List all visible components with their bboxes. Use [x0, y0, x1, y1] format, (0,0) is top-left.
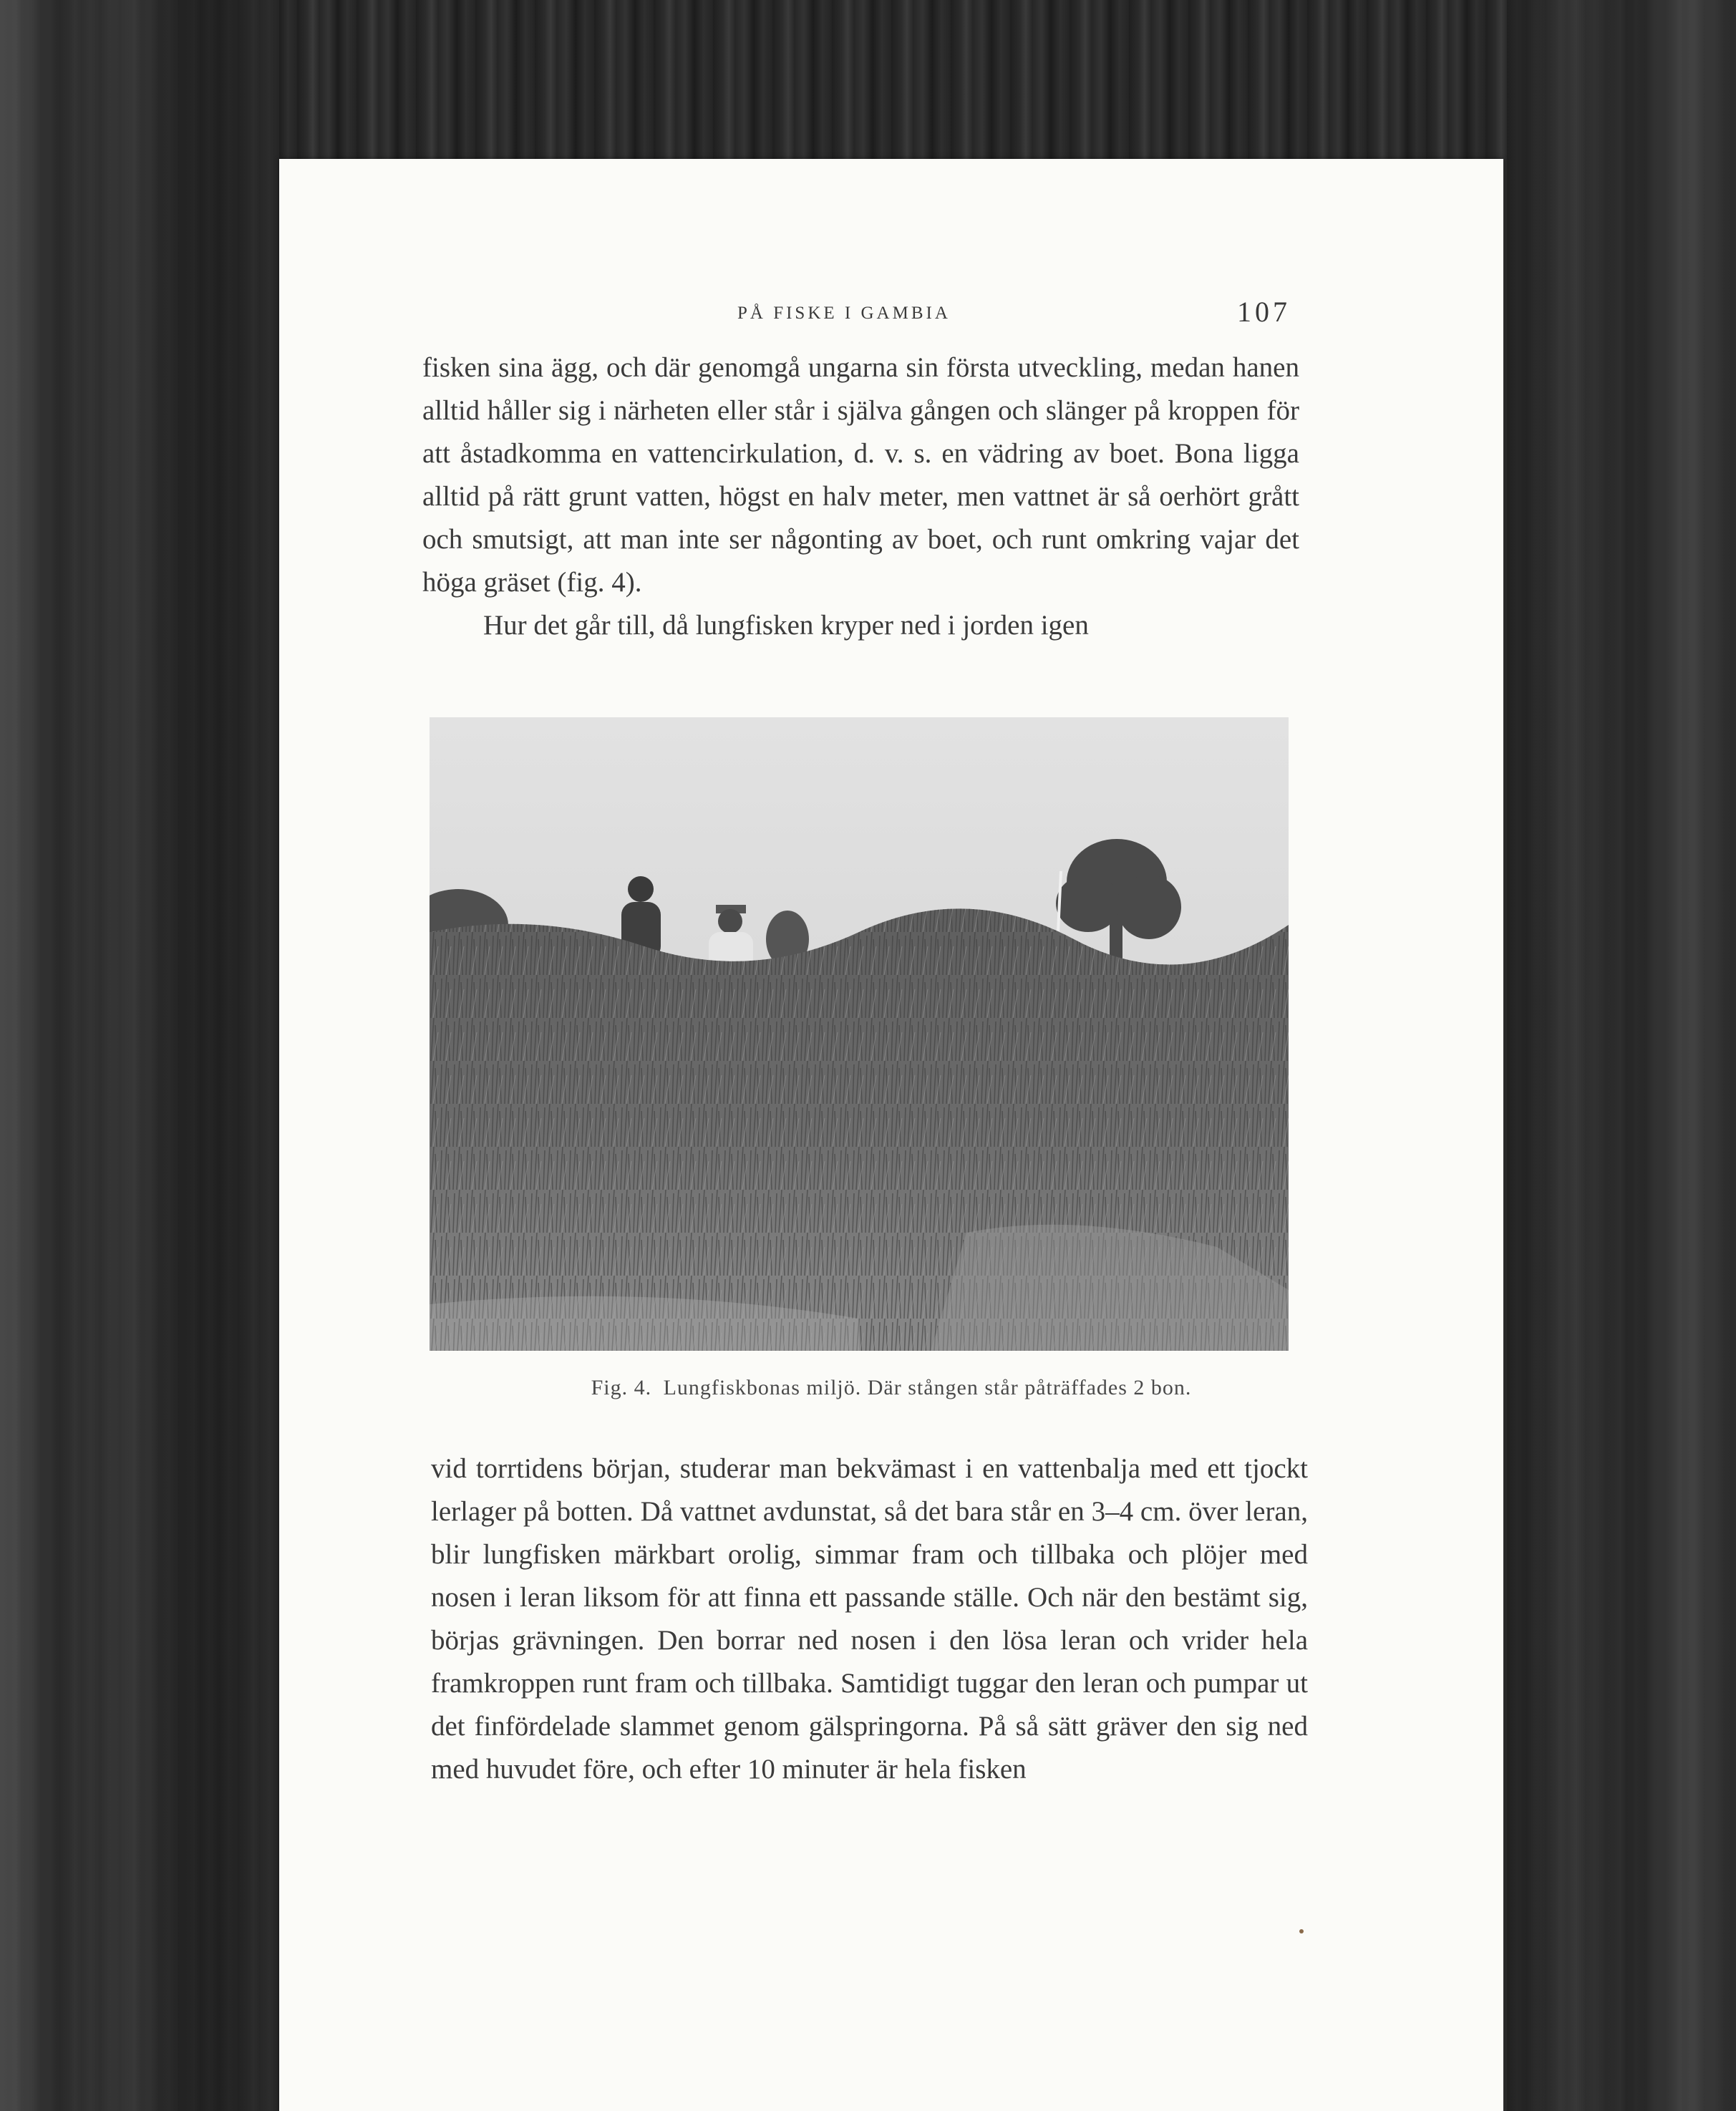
grass-photo: [430, 717, 1289, 1351]
paragraph: fisken sina ägg, och där genomgå ungarna sin första utveckling, medan hanen alltid håller sig i närheten eller står i själva gången och slänger på kroppen för att åstadkomma en vattencirkulation, d. v. s. en vädring av boet. Bona ligga alltid på rätt grunt vatten, högst en halv meter, men vattnet är så oerhört grått och smutsigt, att man inte ser någonting av boet, och runt omkring vajar det höga gräset (fig. 4).: [422, 352, 1299, 598]
figure-photo: [430, 717, 1289, 1351]
speck: [1299, 1929, 1304, 1933]
caption-label: Fig. 4.: [591, 1376, 652, 1399]
scanner-edge-left: [0, 0, 279, 2111]
caption-text: Lungfiskbonas miljö. Där stången står påträffades 2 bon.: [663, 1376, 1192, 1399]
figure-caption: [279, 1376, 1503, 1400]
scanner-edge-right: [1507, 0, 1736, 2111]
body-text-top: [422, 346, 1299, 647]
paragraph: Hur det går till, då lungfisken kryper ned i jorden igen: [483, 610, 1089, 641]
page-number: 107: [1237, 296, 1291, 328]
body-text-bottom: [431, 1447, 1308, 1791]
paragraph: vid torrtidens början, studerar man bekvämast i en vattenbalja med ett tjockt lerlager på botten. Då vattnet avdunstat, så det bara står en 3–4 cm. över leran, blir lungfisken märkbart orolig, simmar fram och tillbaka och plöjer med nosen i leran liksom för att finna ett passande ställe. Och när den bestämt sig, börjas grävningen. Den borrar ned nosen i den lösa leran och vrider hela framkroppen runt fram och tillbaka. Samtidigt tuggar den leran och pumpar ut det finfördelade slammet genom gälspringorna. På så sätt gräver den sig ned med huvudet före, och efter 10 minuter är hela fisken: [431, 1453, 1308, 1785]
running-title: PÅ FISKE I GAMBIA: [737, 304, 951, 323]
running-head: [279, 295, 1503, 338]
book-page: [279, 159, 1503, 2111]
